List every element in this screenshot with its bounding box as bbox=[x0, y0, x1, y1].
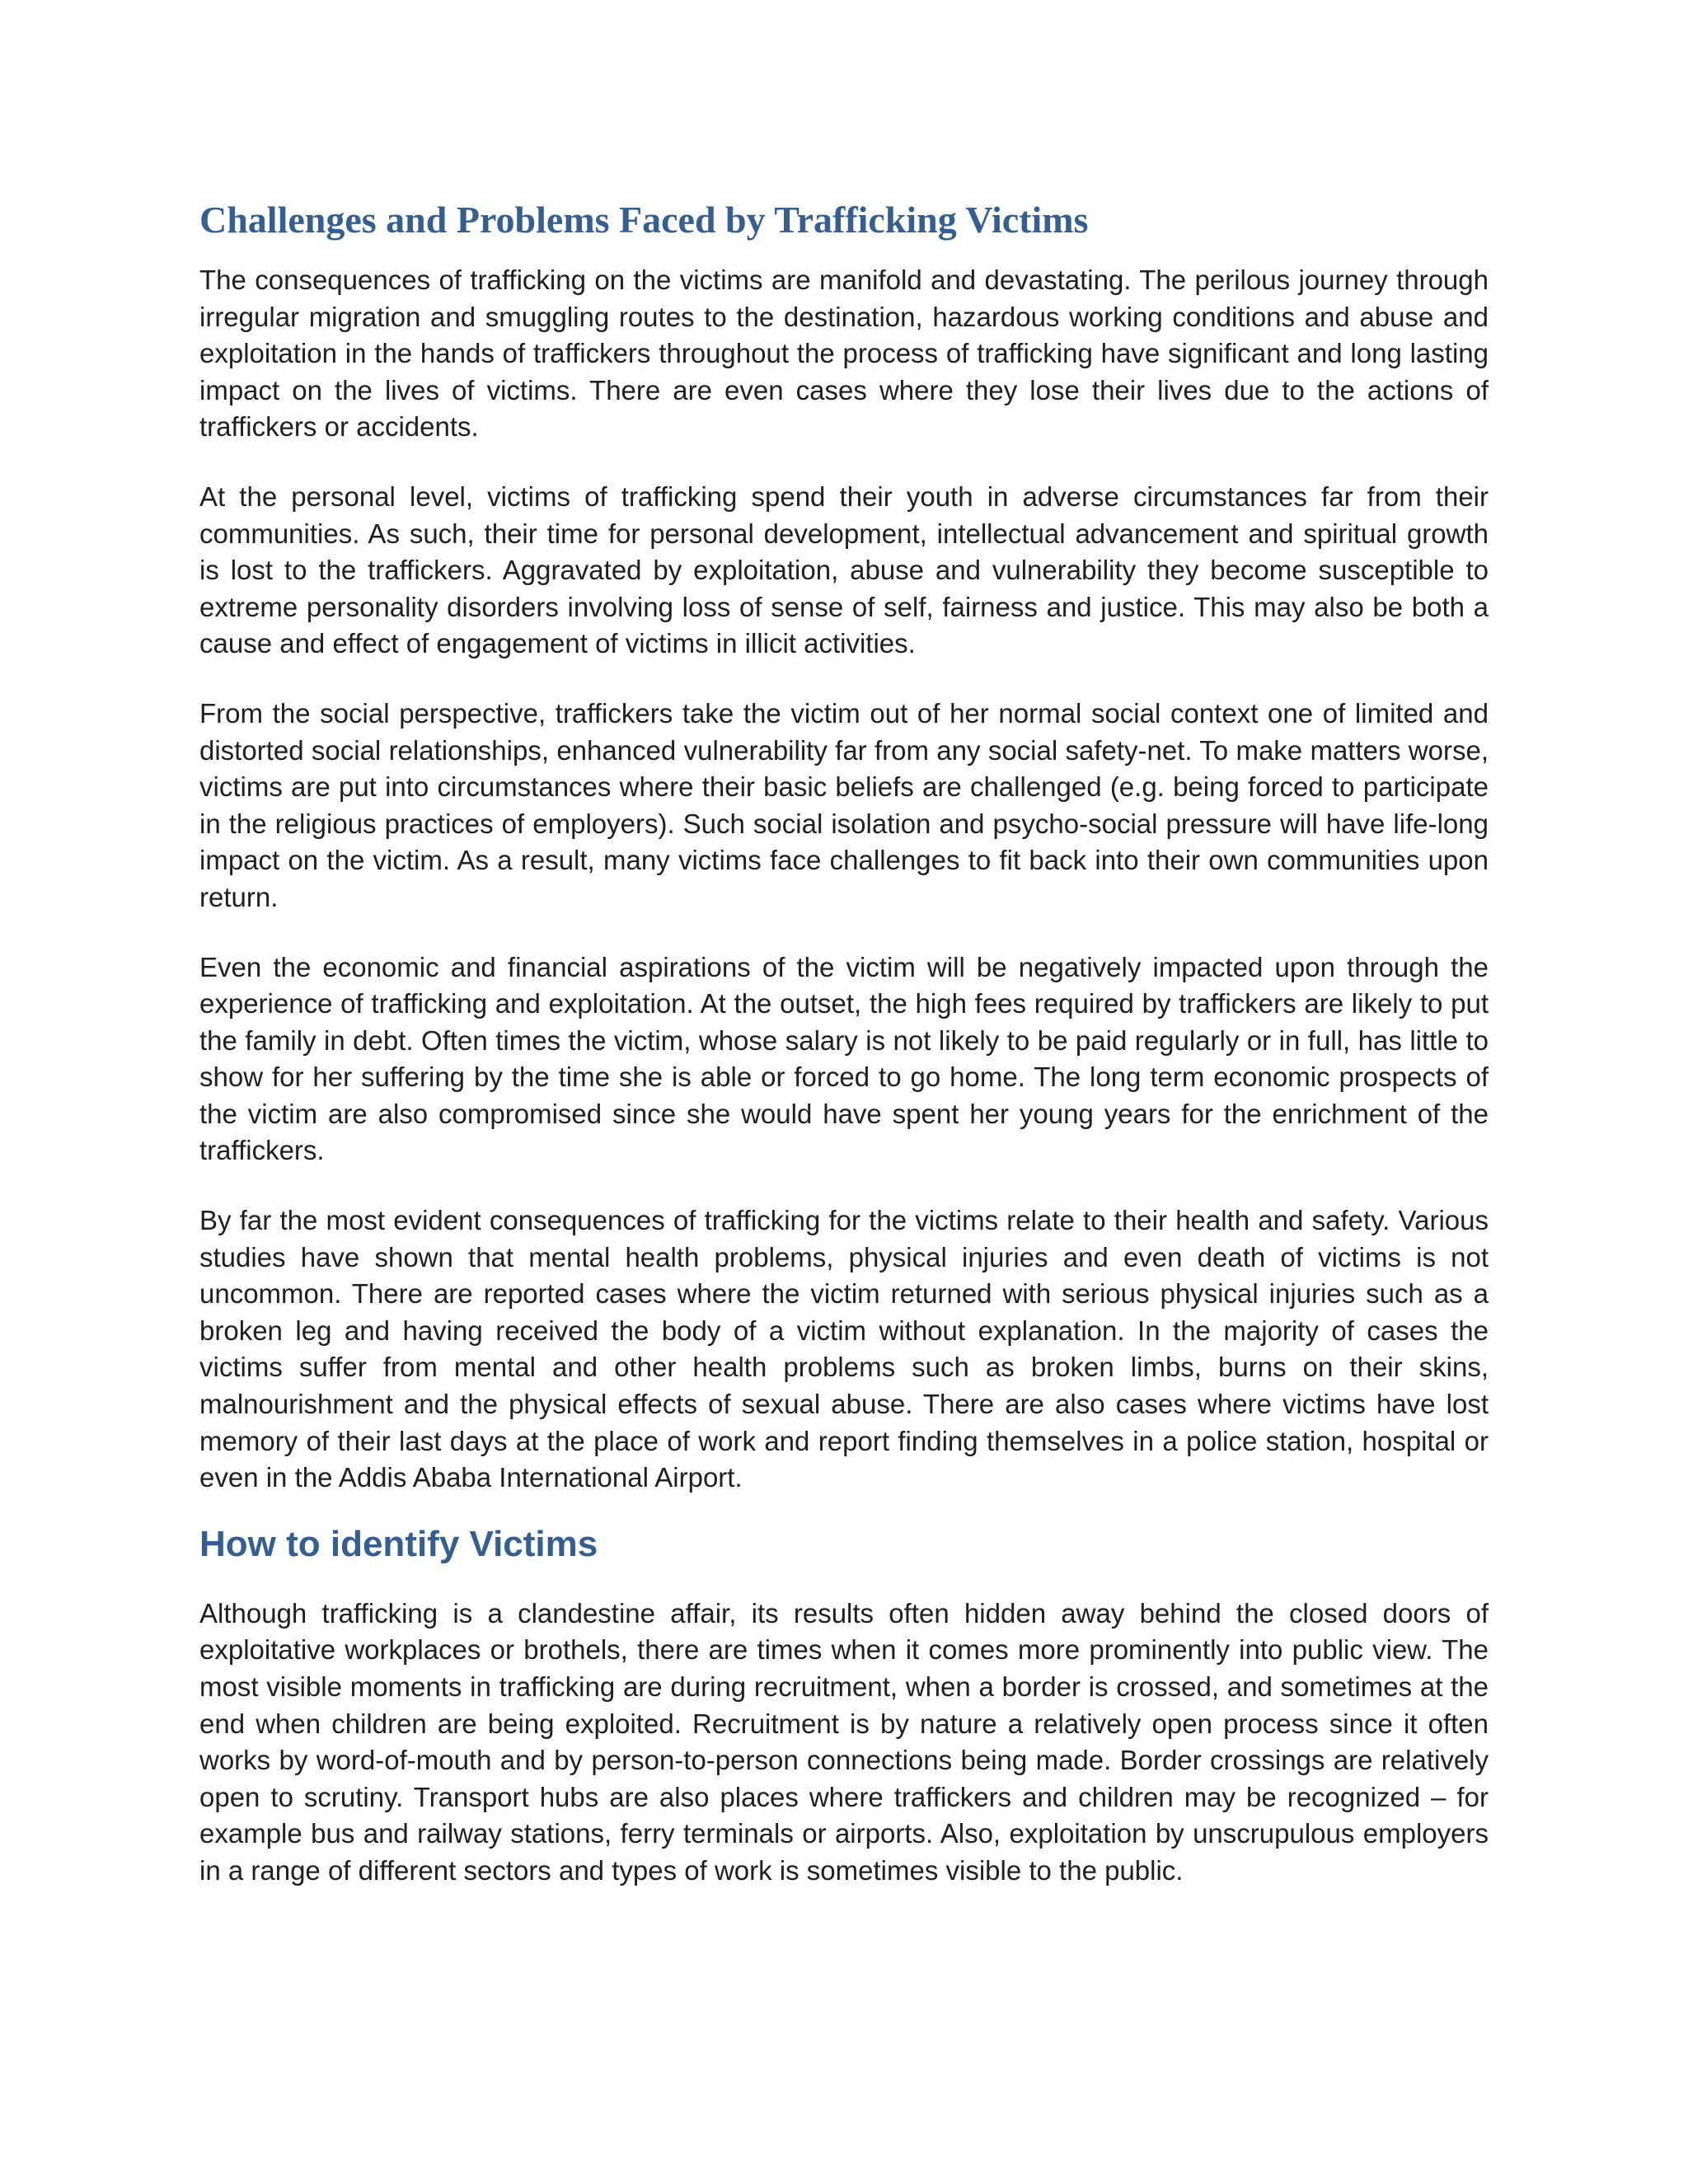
paragraph-economic: Even the economic and financial aspirations of the victim will be negatively impacted upon through the experience of trafficking and exploitation. At the outset, the high fees required by traffickers are likely to put the family in debt. Often times the victim, whose salary is not likely to be paid regularly or in full, has little to show for her suffering by the time she is able or forced to go home. The long term economic prospects of the victim are also compromised since she would have spent her young years for the enrichment of the traffickers. bbox=[199, 951, 1489, 1166]
section-title-identify-victims: How to identify Victims bbox=[199, 1523, 598, 1564]
paragraph-social-perspective: From the social perspective, traffickers take the victim out of her normal social context one of limited and distorted social relationships, enhanced vulnerability far from any social safety-net. To make matters worse, victims are put into circumstances where their basic beliefs are challenged (e.g. being forced to participate in the religious practices of employers). Such social isolation and psycho-social pressure will have life-long impact on the victim. As a result, many victims face challenges to fit back into their own communities upon return. bbox=[199, 697, 1489, 912]
section-title-challenges: Challenges and Problems Faced by Trafficking Victims bbox=[199, 199, 1089, 241]
paragraph-consequences: The consequences of trafficking on the victims are manifold and devastating. The perilous journey through irregular migration and smuggling routes to the destination, hazardous working conditions and abuse and exploitation in the hands of traffickers throughout the process of trafficking have significant and long lasting impact on the lives of victims. There are even cases where they lose their lives due to the actions of traffickers or accidents. bbox=[199, 265, 1489, 443]
paragraph-personal-level: At the personal level, victims of trafficking spend their youth in adverse circumstances far from their communities. As such, their time for personal development, intellectual advancement and spiritual growth is lost to the traffickers. Aggravated by exploitation, abuse and vulnerability they become susceptible to extreme personality disorders involving loss of sense of self, fairness and justice. This may also be both a cause and effect of engagement of victims in illicit activities. bbox=[199, 480, 1489, 659]
paragraph-health-safety: By far the most evident consequences of trafficking for the victims relate to their health and safety. Various studies have shown that mental health problems, physical injuries and even death of victims is not uncommon. There are reported cases where the victim returned with serious physical injuries such as a broken leg and having received the body of a victim without explanation. In the majority of cases the victims suffer from mental and other health problems such as broken limbs, burns on their skins, malnourishment and the physical effects of sexual abuse. There are also cases where victims have lost memory of their last days at the place of work and report finding themselves in a police station, hospital or even in the Addis Ababa International Airport. bbox=[199, 1205, 1489, 1493]
paragraph-identify: Although trafficking is a clandestine affair, its results often hidden away behind the closed doors of exploitative workplaces or brothels, there are times when it comes more prominently into public view. The most visible moments in trafficking are during recruitment, when a border is crossed, and sometimes at the end when children are being exploited. Recruitment is by nature a relatively open process since it often works by word-of-mouth and by person-to-person connections being made. Border crossings are relatively open to scrutiny. Transport hubs are also places where traffickers and children may be recognized – for example bus and railway stations, ferry terminals or airports. Also, exploitation by unscrupulous employers in a range of different sectors and types of work is sometimes visible to the public. bbox=[199, 1597, 1489, 1886]
document-page bbox=[199, 196, 1489, 1923]
